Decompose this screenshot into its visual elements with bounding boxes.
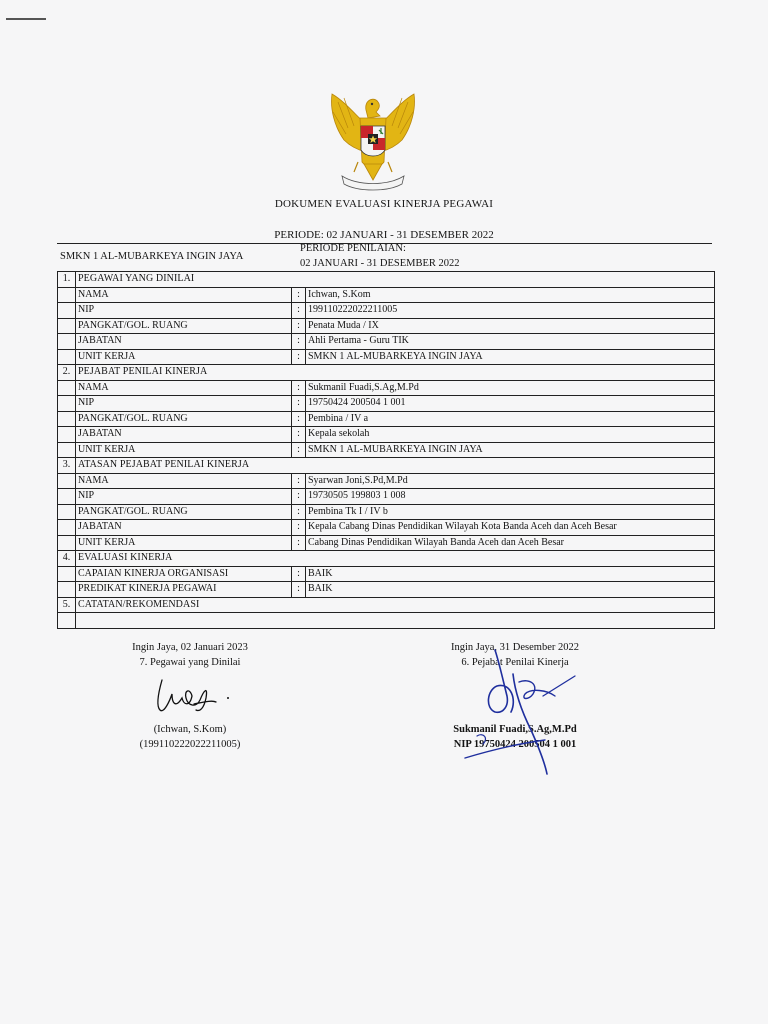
assessment-period-value: 02 JANUARI - 31 DESEMBER 2022 (300, 258, 460, 269)
notes-blank-row (58, 613, 715, 629)
section-title: CATATAN/REKOMENDASI (76, 597, 715, 613)
section-header-row (58, 272, 715, 288)
row-number-cell (58, 520, 76, 536)
field-label: NAMA (76, 473, 292, 489)
field-label: PANGKAT/GOL. RUANG (76, 504, 292, 520)
field-row (58, 380, 715, 396)
field-row (58, 489, 715, 505)
field-value: SMKN 1 AL-MUBARKEYA INGIN JAYA (306, 349, 715, 365)
field-value: BAIK (306, 566, 715, 582)
document-title: DOKUMEN EVALUASI KINERJA PEGAWAI (274, 198, 494, 210)
row-number-cell (58, 349, 76, 365)
scan-corner-mark (6, 18, 46, 20)
signature-name: Sukmanil Fuadi,S.Ag,M.Pd (453, 724, 577, 735)
field-row (58, 582, 715, 598)
assessment-period-label: PERIODE PENILAIAN: (300, 243, 406, 254)
row-number-cell (58, 380, 76, 396)
row-number-cell (58, 582, 76, 598)
row-number-cell (58, 613, 76, 629)
field-colon: : (292, 566, 306, 582)
row-number-cell (58, 334, 76, 350)
unit-name: SMKN 1 AL-MUBARKEYA INGIN JAYA (60, 251, 244, 262)
signature-place-date: Ingin Jaya, 31 Desember 2022 (450, 642, 579, 653)
section-number: 1. (58, 272, 76, 288)
section-title: PEGAWAI YANG DINILAI (76, 272, 715, 288)
row-number-cell (58, 442, 76, 458)
field-row (58, 427, 715, 443)
field-colon: : (292, 334, 306, 350)
field-label: CAPAIAN KINERJA ORGANISASI (76, 566, 292, 582)
field-colon: : (292, 520, 306, 536)
field-row (58, 349, 715, 365)
field-label: NIP (76, 303, 292, 319)
row-number-cell (58, 411, 76, 427)
field-colon: : (292, 427, 306, 443)
field-value: 19750424 200504 1 001 (306, 396, 715, 412)
field-row (58, 334, 715, 350)
field-value: Ichwan, S.Kom (306, 287, 715, 303)
section-header-row (58, 365, 715, 381)
garuda-emblem-icon (318, 88, 428, 194)
row-number-cell (58, 287, 76, 303)
field-value: Penata Muda / IX (306, 318, 715, 334)
field-label: JABATAN (76, 427, 292, 443)
field-value: Kepala sekolah (306, 427, 715, 443)
field-label: PANGKAT/GOL. RUANG (76, 318, 292, 334)
field-row (58, 287, 715, 303)
field-row (58, 520, 715, 536)
row-number-cell (58, 473, 76, 489)
field-label: PANGKAT/GOL. RUANG (76, 411, 292, 427)
section-header-row (58, 597, 715, 613)
section-title: EVALUASI KINERJA (76, 551, 715, 567)
field-row (58, 504, 715, 520)
field-row (58, 411, 715, 427)
field-row (58, 566, 715, 582)
section-title: ATASAN PEJABAT PENILAI KINERJA (76, 458, 715, 474)
section-title: PEJABAT PENILAI KINERJA (76, 365, 715, 381)
section-number: 4. (58, 551, 76, 567)
field-row (58, 318, 715, 334)
field-value: Ahli Pertama - Guru TIK (306, 334, 715, 350)
signature-place-date: Ingin Jaya, 02 Januari 2023 (132, 642, 248, 653)
field-colon: : (292, 535, 306, 551)
field-colon: : (292, 303, 306, 319)
section-number: 5. (58, 597, 76, 613)
signature-name: (Ichwan, S.Kom) (153, 724, 227, 735)
field-value: Sukmanil Fuadi,S.Ag,M.Pd (306, 380, 715, 396)
row-number-cell (58, 489, 76, 505)
field-label: PREDIKAT KINERJA PEGAWAI (76, 582, 292, 598)
row-number-cell (58, 504, 76, 520)
section-number: 2. (58, 365, 76, 381)
field-value: Kepala Cabang Dinas Pendidikan Wilayah Kota Banda Aceh dan Aceh Besar (306, 520, 715, 536)
field-value: Pembina Tk I / IV b (306, 504, 715, 520)
field-colon: : (292, 473, 306, 489)
field-label: UNIT KERJA (76, 349, 292, 365)
field-row (58, 473, 715, 489)
field-row (58, 396, 715, 412)
evaluation-table (57, 271, 715, 629)
employee-handwritten-signature (150, 676, 240, 716)
field-value: BAIK (306, 582, 715, 598)
row-number-cell (58, 535, 76, 551)
field-row (58, 442, 715, 458)
notes-blank-cell (76, 613, 715, 629)
field-row (58, 303, 715, 319)
field-colon: : (292, 287, 306, 303)
signature-nip: (199110222022211005) (139, 739, 241, 750)
field-value: Syarwan Joni,S.Pd,M.Pd (306, 473, 715, 489)
document-period: PERIODE: 02 JANUARI - 31 DESEMBER 2022 (274, 229, 494, 241)
signature-role: 6. Pejabat Penilai Kinerja (461, 657, 569, 668)
field-colon: : (292, 504, 306, 520)
field-label: JABATAN (76, 334, 292, 350)
row-number-cell (58, 427, 76, 443)
section-header-row (58, 551, 715, 567)
section-number: 3. (58, 458, 76, 474)
field-label: JABATAN (76, 520, 292, 536)
field-value: 199110222022211005 (306, 303, 715, 319)
field-colon: : (292, 318, 306, 334)
field-colon: : (292, 442, 306, 458)
field-label: UNIT KERJA (76, 442, 292, 458)
field-label: NAMA (76, 287, 292, 303)
field-colon: : (292, 411, 306, 427)
field-value: Cabang Dinas Pendidikan Wilayah Banda Aceh dan Aceh Besar (306, 535, 715, 551)
signature-nip: NIP 19750424 200504 1 001 (453, 739, 577, 750)
field-value: Pembina / IV a (306, 411, 715, 427)
section-header-row (58, 458, 715, 474)
field-colon: : (292, 396, 306, 412)
field-label: NIP (76, 396, 292, 412)
row-number-cell (58, 318, 76, 334)
row-number-cell (58, 566, 76, 582)
field-label: NAMA (76, 380, 292, 396)
field-label: UNIT KERJA (76, 535, 292, 551)
field-value: SMKN 1 AL-MUBARKEYA INGIN JAYA (306, 442, 715, 458)
field-row (58, 535, 715, 551)
signature-role: 7. Pegawai yang Dinilai (139, 657, 241, 668)
row-number-cell (58, 303, 76, 319)
field-colon: : (292, 349, 306, 365)
field-colon: : (292, 489, 306, 505)
field-label: NIP (76, 489, 292, 505)
assessor-handwritten-signature (455, 640, 585, 780)
row-number-cell (58, 396, 76, 412)
field-colon: : (292, 582, 306, 598)
field-value: 19730505 199803 1 008 (306, 489, 715, 505)
field-colon: : (292, 380, 306, 396)
